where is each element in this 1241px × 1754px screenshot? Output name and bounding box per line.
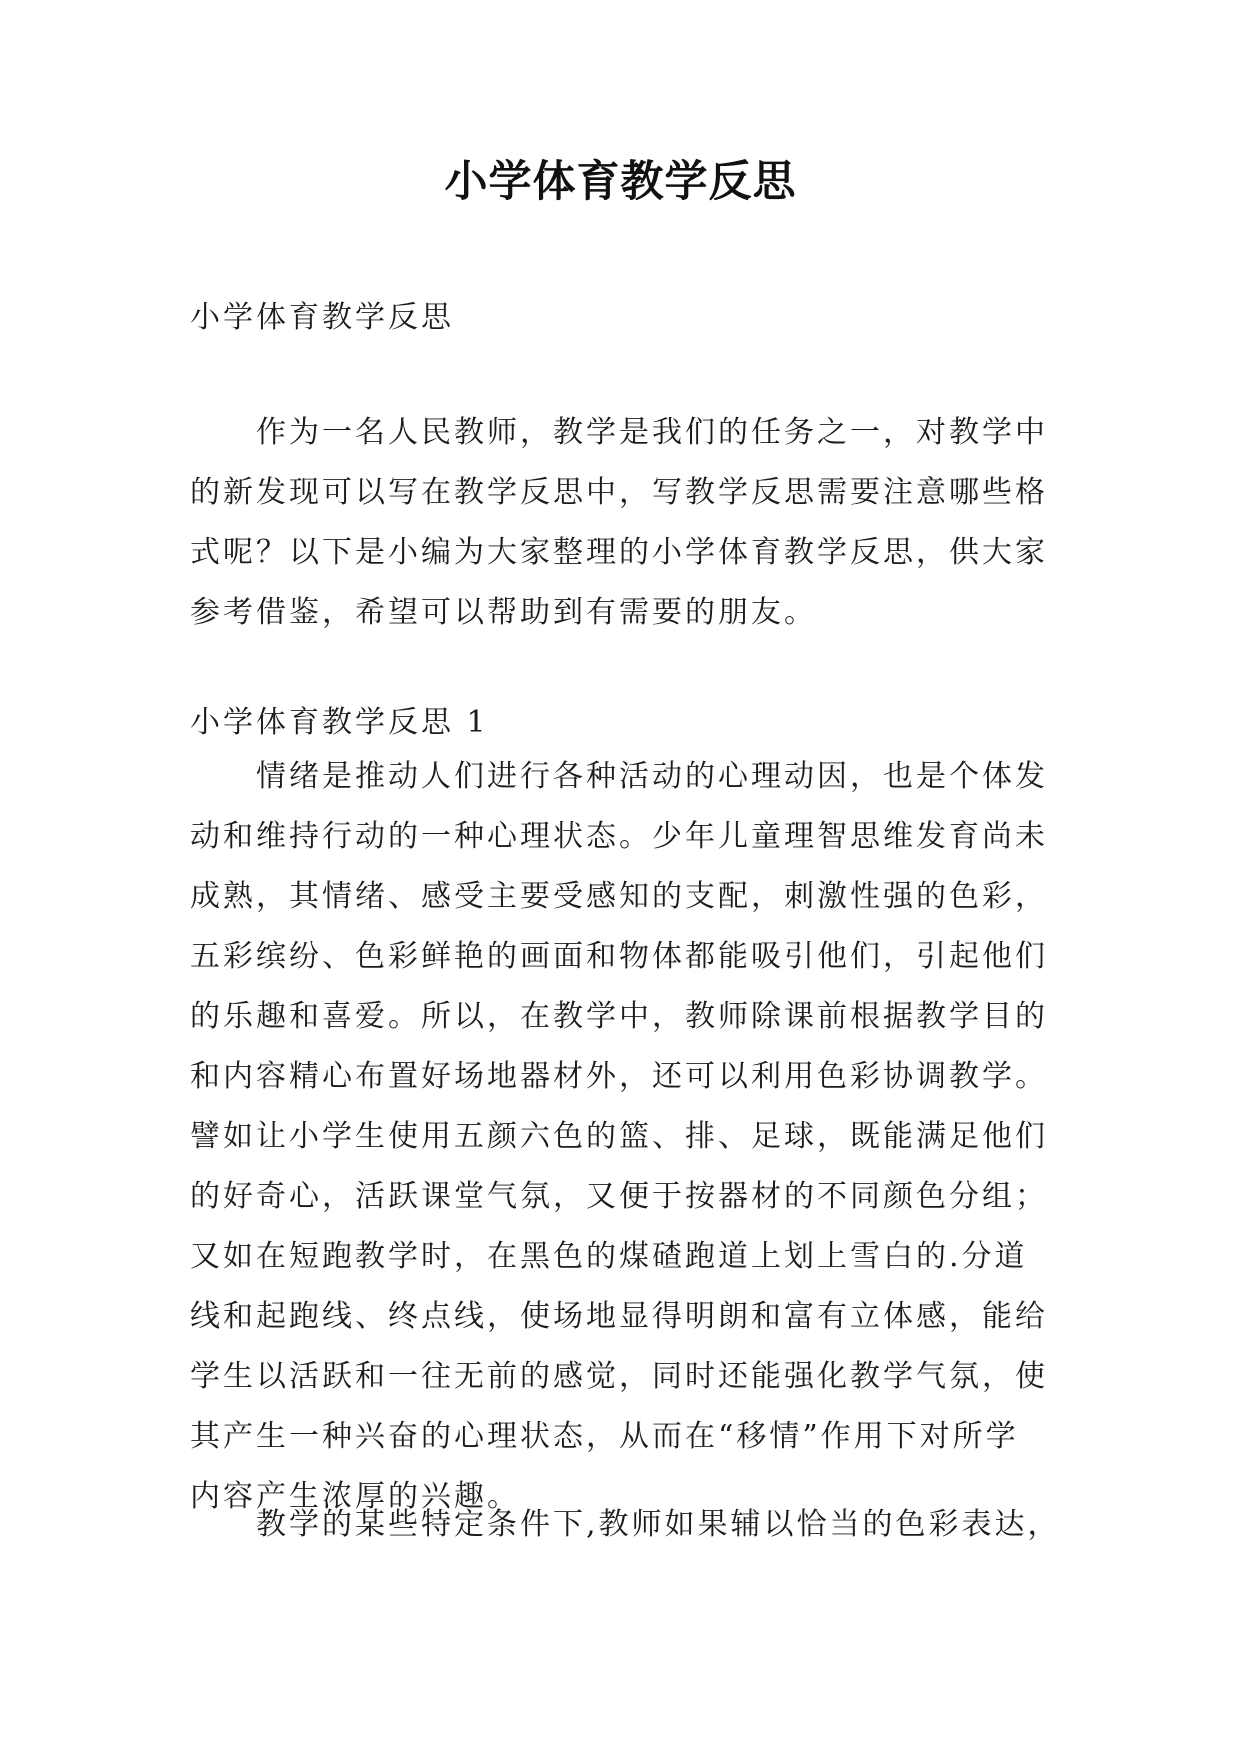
paragraph-line: 又如在短跑教学时，在黑色的煤碴跑道上划上雪白的.分道 [190,1239,1028,1274]
paragraph-line: 的乐趣和喜爱。所以，在教学中，教师除课前根据教学目的 [190,999,1048,1034]
paragraph-line: 的新发现可以写在教学反思中，写教学反思需要注意哪些格 [190,475,1048,510]
paragraph-line: 其产生一种兴奋的心理状态，从而在“移情”作用下对所学 [190,1419,1019,1454]
section-1-paragraph-1 [190,747,1060,1527]
subtitle-line: 小学体育教学反思 [190,300,454,335]
paragraph-line: 五彩缤纷、色彩鲜艳的画面和物体都能吸引他们，引起他们 [190,939,1048,974]
paragraph-line: 线和起跑线、终点线，使场地显得明朗和富有立体感，能给 [190,1299,1048,1334]
paragraph-line: 动和维持行动的一种心理状态。少年儿童理智思维发育尚未 [190,819,1048,854]
paragraph-line: 成熟，其情绪、感受主要受感知的支配，刺激性强的色彩， [190,879,1048,914]
paragraph-line: 的好奇心，活跃课堂气氛，又便于按器材的不同颜色分组； [190,1179,1048,1214]
paragraph-line: 教学的某些特定条件下,教师如果辅以恰当的色彩表达， [190,1507,1061,1542]
paragraph-line: 譬如让小学生使用五颜六色的篮、排、足球，既能满足他们 [190,1119,1048,1154]
intro-paragraph [190,403,1060,643]
paragraph-line: 式呢？以下是小编为大家整理的小学体育教学反思，供大家 [190,535,1048,570]
paragraph-line: 情绪是推动人们进行各种活动的心理动因，也是个体发 [190,759,1048,794]
paragraph-line: 内容产生浓厚的兴趣。 [190,1479,520,1514]
paragraph-line: 学生以活跃和一往无前的感觉，同时还能强化教学气氛，使 [190,1359,1048,1394]
section-1-paragraph-2 [190,1495,1060,1555]
paragraph-line: 和内容精心布置好场地器材外，还可以利用色彩协调教学。 [190,1059,1048,1094]
section-heading-line: 小学体育教学反思 1 [190,705,489,740]
document-title: 小学体育教学反思 [444,157,797,207]
section-heading [190,693,1060,753]
paragraph-line: 参考借鉴，希望可以帮助到有需要的朋友。 [190,595,817,630]
document-subtitle [190,288,1060,348]
paragraph-line: 作为一名人民教师，教学是我们的任务之一，对教学中 [190,415,1048,450]
